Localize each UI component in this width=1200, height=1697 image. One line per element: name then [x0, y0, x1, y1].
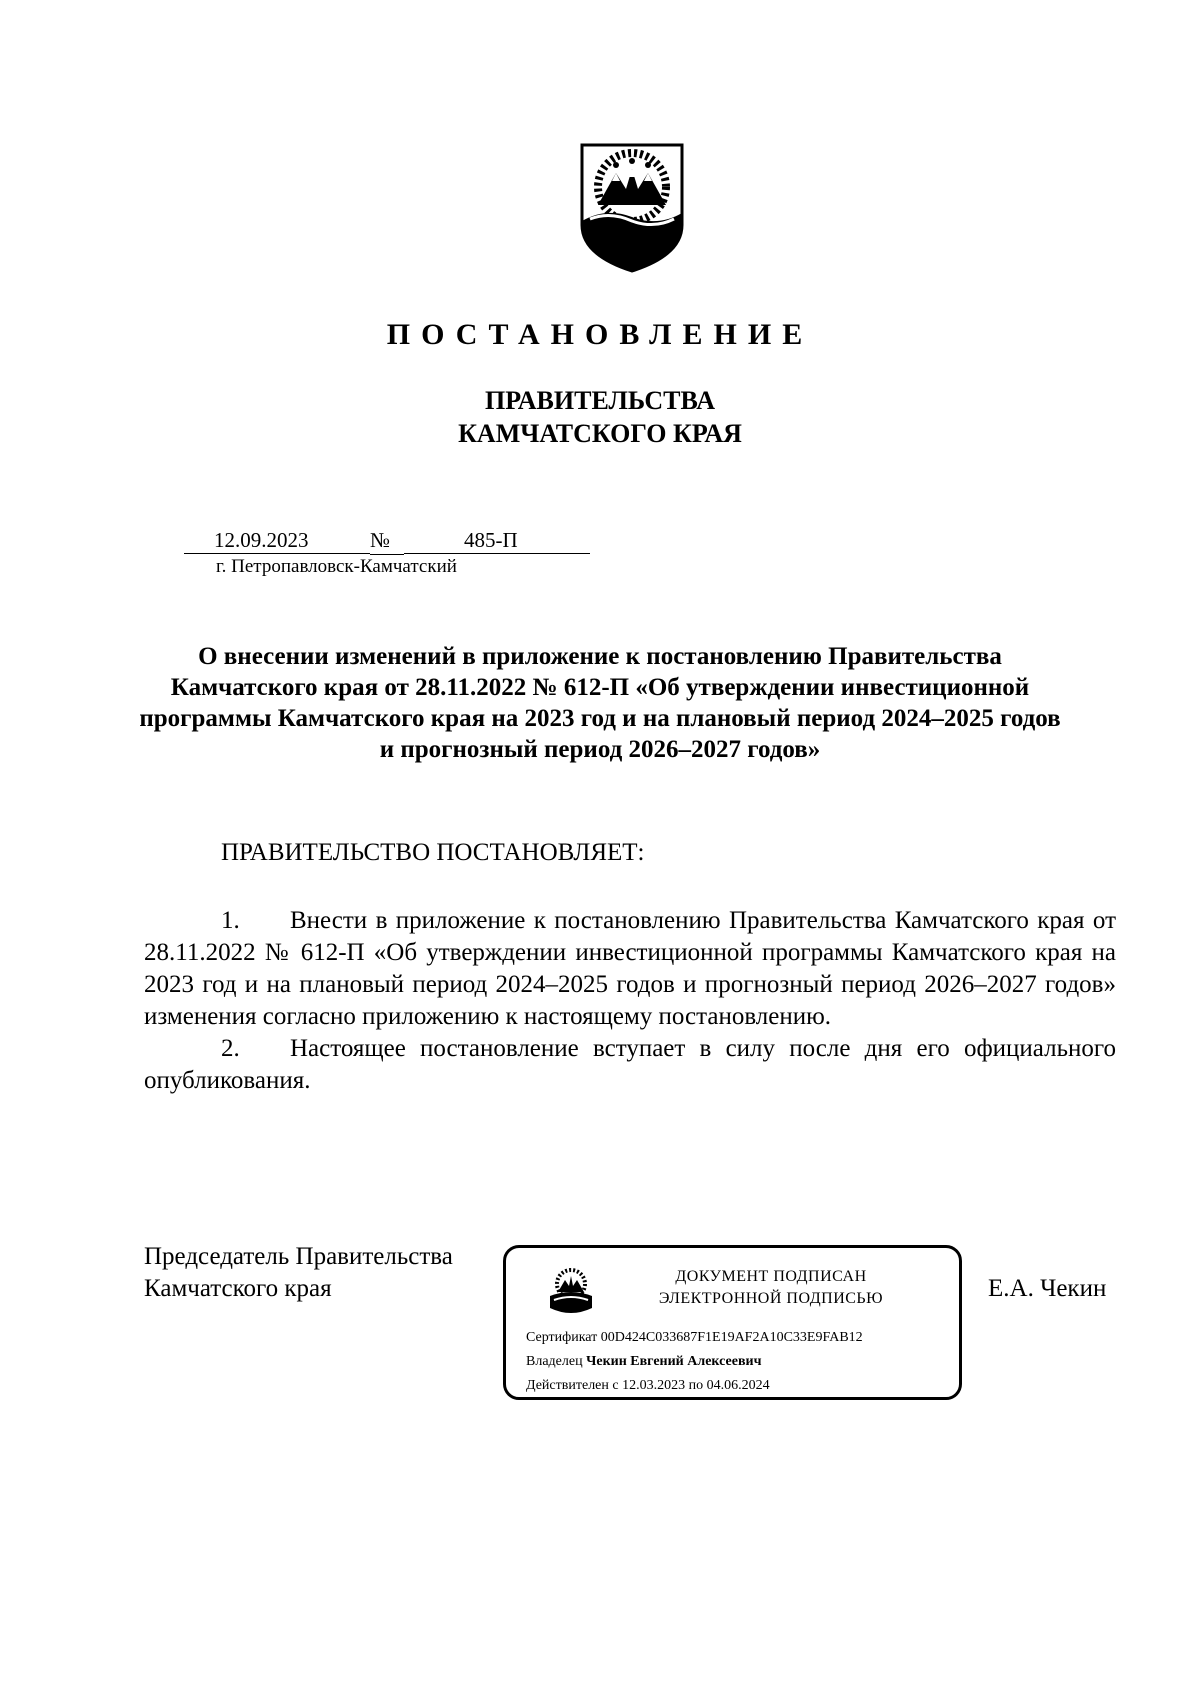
owner-value: Чекин Евгений Алексеевич	[586, 1354, 762, 1369]
valid-from-value: 12.03.2023	[622, 1378, 686, 1393]
clause	[144, 1033, 1116, 1097]
certificate-value: 00D424C033687F1E19AF2A10C33E9FAB12	[600, 1330, 863, 1345]
clause	[144, 905, 1116, 1033]
document-number: 485-П	[404, 526, 590, 554]
valid-to-label: по	[688, 1378, 704, 1393]
signer-name: Е.А. Чекин	[988, 1275, 1107, 1302]
signer-title	[144, 1241, 453, 1305]
decree-phrase: ПРАВИТЕЛЬСТВО ПОСТАНОВЛЯЕТ:	[221, 839, 645, 866]
valid-to-value: 04.06.2024	[706, 1378, 770, 1393]
issue-city: г. Петропавловск-Камчатский	[216, 556, 457, 577]
clause-number: 2.	[221, 1035, 240, 1062]
electronic-signature-stamp	[503, 1245, 962, 1400]
document-body	[144, 905, 1116, 1097]
stamp-heading-line-2: ЭЛЕКТРОННОЙ ПОДПИСЬЮ	[658, 1290, 884, 1307]
clause-number: 1.	[221, 907, 240, 934]
certificate-label: Сертификат	[526, 1330, 598, 1345]
document-date: 12.09.2023	[184, 526, 370, 554]
valid-from-label: Действителен с	[526, 1378, 619, 1393]
kamchatka-coat-of-arms-icon	[576, 143, 688, 273]
document-type-title: ПОСТАНОВЛЕНИЕ	[386, 318, 814, 351]
number-sign: №	[370, 526, 404, 555]
issuer-line-2: КАМЧАТСКОГО КРАЯ	[458, 419, 742, 448]
issuer-line-1: ПРАВИТЕЛЬСТВА	[485, 386, 715, 415]
stamp-emblem-icon	[546, 1266, 596, 1318]
signer-title-line-1: Председатель Правительства	[144, 1243, 453, 1270]
signer-title-line-2: Камчатского края	[144, 1275, 332, 1302]
document-subject: О внесении изменений в приложение к постановлению Правительства Камчатского края от 28.11.2022 № 612-П «Об утверждении инвестиционной программы Камчатского края на 2023 год и на плановый период 2024–2025 годов и прогнозный период 2026–2027 годов»	[139, 643, 1061, 763]
stamp-certificate-row	[526, 1330, 863, 1346]
stamp-heading-line-1: ДОКУМЕНТ ПОДПИСАН	[675, 1268, 867, 1285]
clause-text: Внести в приложение к постановлению Правительства Камчатского края от 28.11.2022 № 612-П «Об утверждении инвестиционной программы Камчатского края на 2023 год и на плановый период 2024–2025 годов и прогнозный период 2026–2027 годов» изменения согласно приложению к настоящему постановлению.	[144, 907, 1116, 1030]
stamp-owner-row	[526, 1354, 761, 1370]
clause-text: Настоящее постановление вступает в силу после дня его официального опубликования.	[144, 1035, 1116, 1094]
owner-label: Владелец	[526, 1354, 583, 1369]
stamp-validity-row	[526, 1378, 770, 1394]
